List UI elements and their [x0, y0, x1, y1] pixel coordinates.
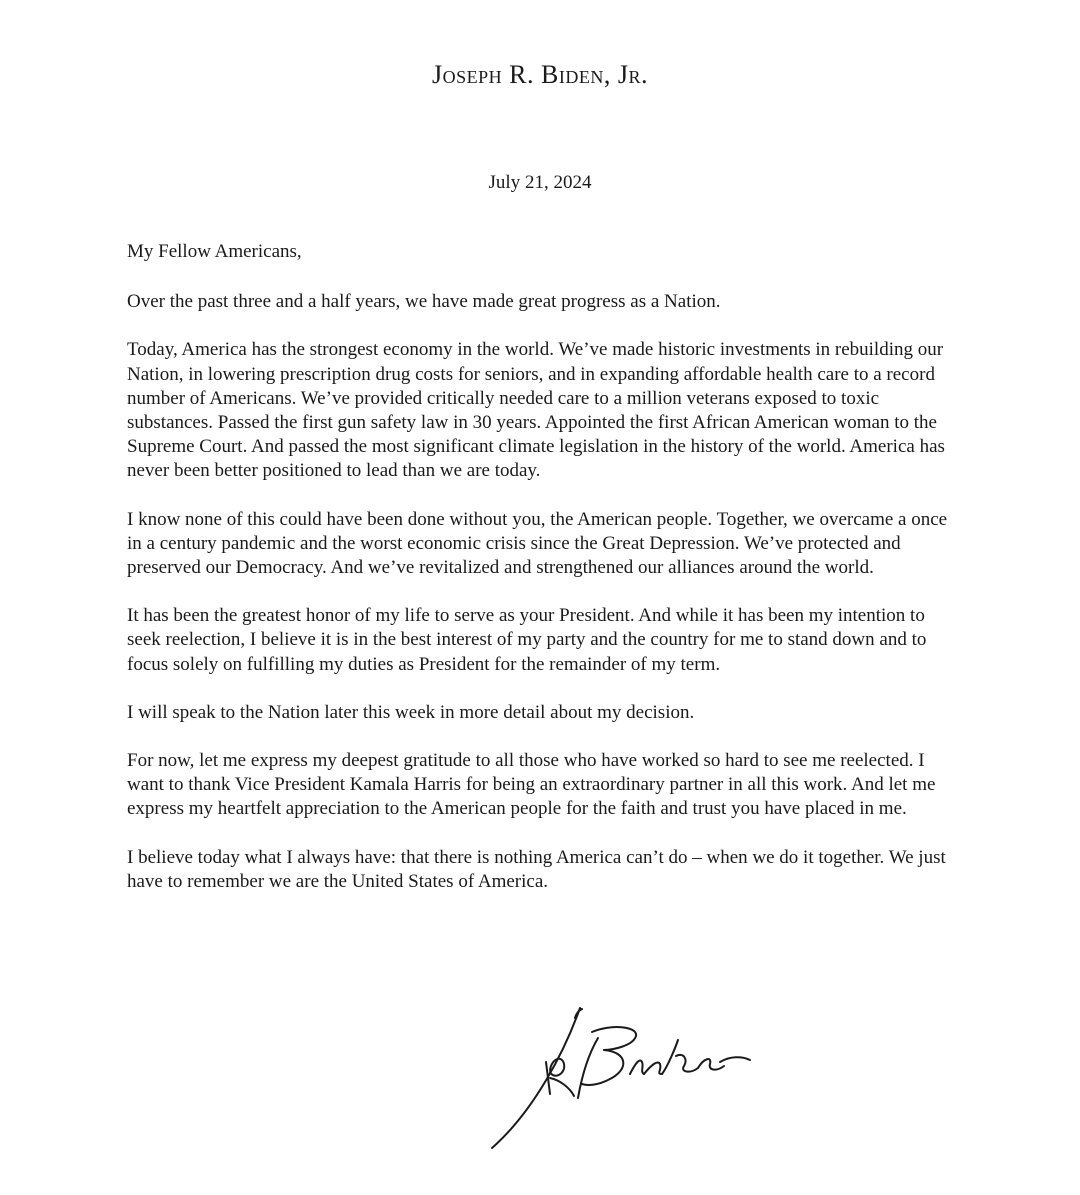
paragraph-7: I believe today what I always have: that there is nothing America can’t do – when we do it together. We just have to remember we are the United States of America. [127, 846, 946, 892]
signature-stroke [550, 1078, 574, 1096]
paragraph-5: I will speak to the Nation later this week in more detail about my decision. [127, 701, 695, 723]
signature-stroke [720, 1057, 750, 1062]
paragraph-3: I know none of this could have been done without you, the American people. Together, we overcame a once in a century pandemic and the worst economic crisis since the Great Depression. We’ve protected and preserved our Democracy. And we’ve revitalized and strengthened our alliances around the world. [127, 508, 948, 579]
signature-stroke [630, 1061, 644, 1075]
signature-stroke [662, 1040, 678, 1074]
paragraph-6: For now, let me express my deepest gratitude to all those who have worked so hard to see me reelected. I want to thank Vice President Kamala Harris for being an extraordinary partner in all this work. And let me express my heartfelt appreciation to the American people for the faith and trust you have placed in me. [127, 750, 936, 820]
paragraph-2: Today, America has the strongest economy in the world. We’ve made historic investments in rebuilding our Nation, in lowering prescription drug costs for seniors, and in expanding affordable health care to a record number of Americans. We’ve provided critically needed care to a million veterans exposed to toxic substances. Passed the first gun safety law in 30 years. Appointed the first African American woman to the Supreme Court. And passed the most significant climate legislation in the history of the world. America has never been better positioned to lead than we are today. [127, 339, 945, 482]
signature-stroke [578, 1038, 598, 1098]
salutation: My Fellow Americans, [127, 241, 302, 262]
signature-stroke [644, 1062, 662, 1074]
letter-date: July 21, 2024 [488, 172, 592, 193]
handwritten-signature [480, 1000, 780, 1160]
letter-body [127, 240, 957, 918]
letterhead-name: Joseph R. Biden, Jr. [432, 60, 648, 89]
signature-stroke [582, 1050, 623, 1085]
signature-stroke [492, 1008, 580, 1148]
signature-stroke [676, 1055, 698, 1072]
signature-stroke [698, 1059, 724, 1070]
paragraph-1: Over the past three and a half years, we have made great progress as a Nation. [127, 291, 721, 313]
paragraph-4: It has been the greatest honor of my life to serve as your President. And while it has been my intention to seek reelection, I believe it is in the best interest of my party and the country for me to stand down and to focus solely on fulfilling my duties as President for the remainder of my term. [127, 605, 927, 675]
